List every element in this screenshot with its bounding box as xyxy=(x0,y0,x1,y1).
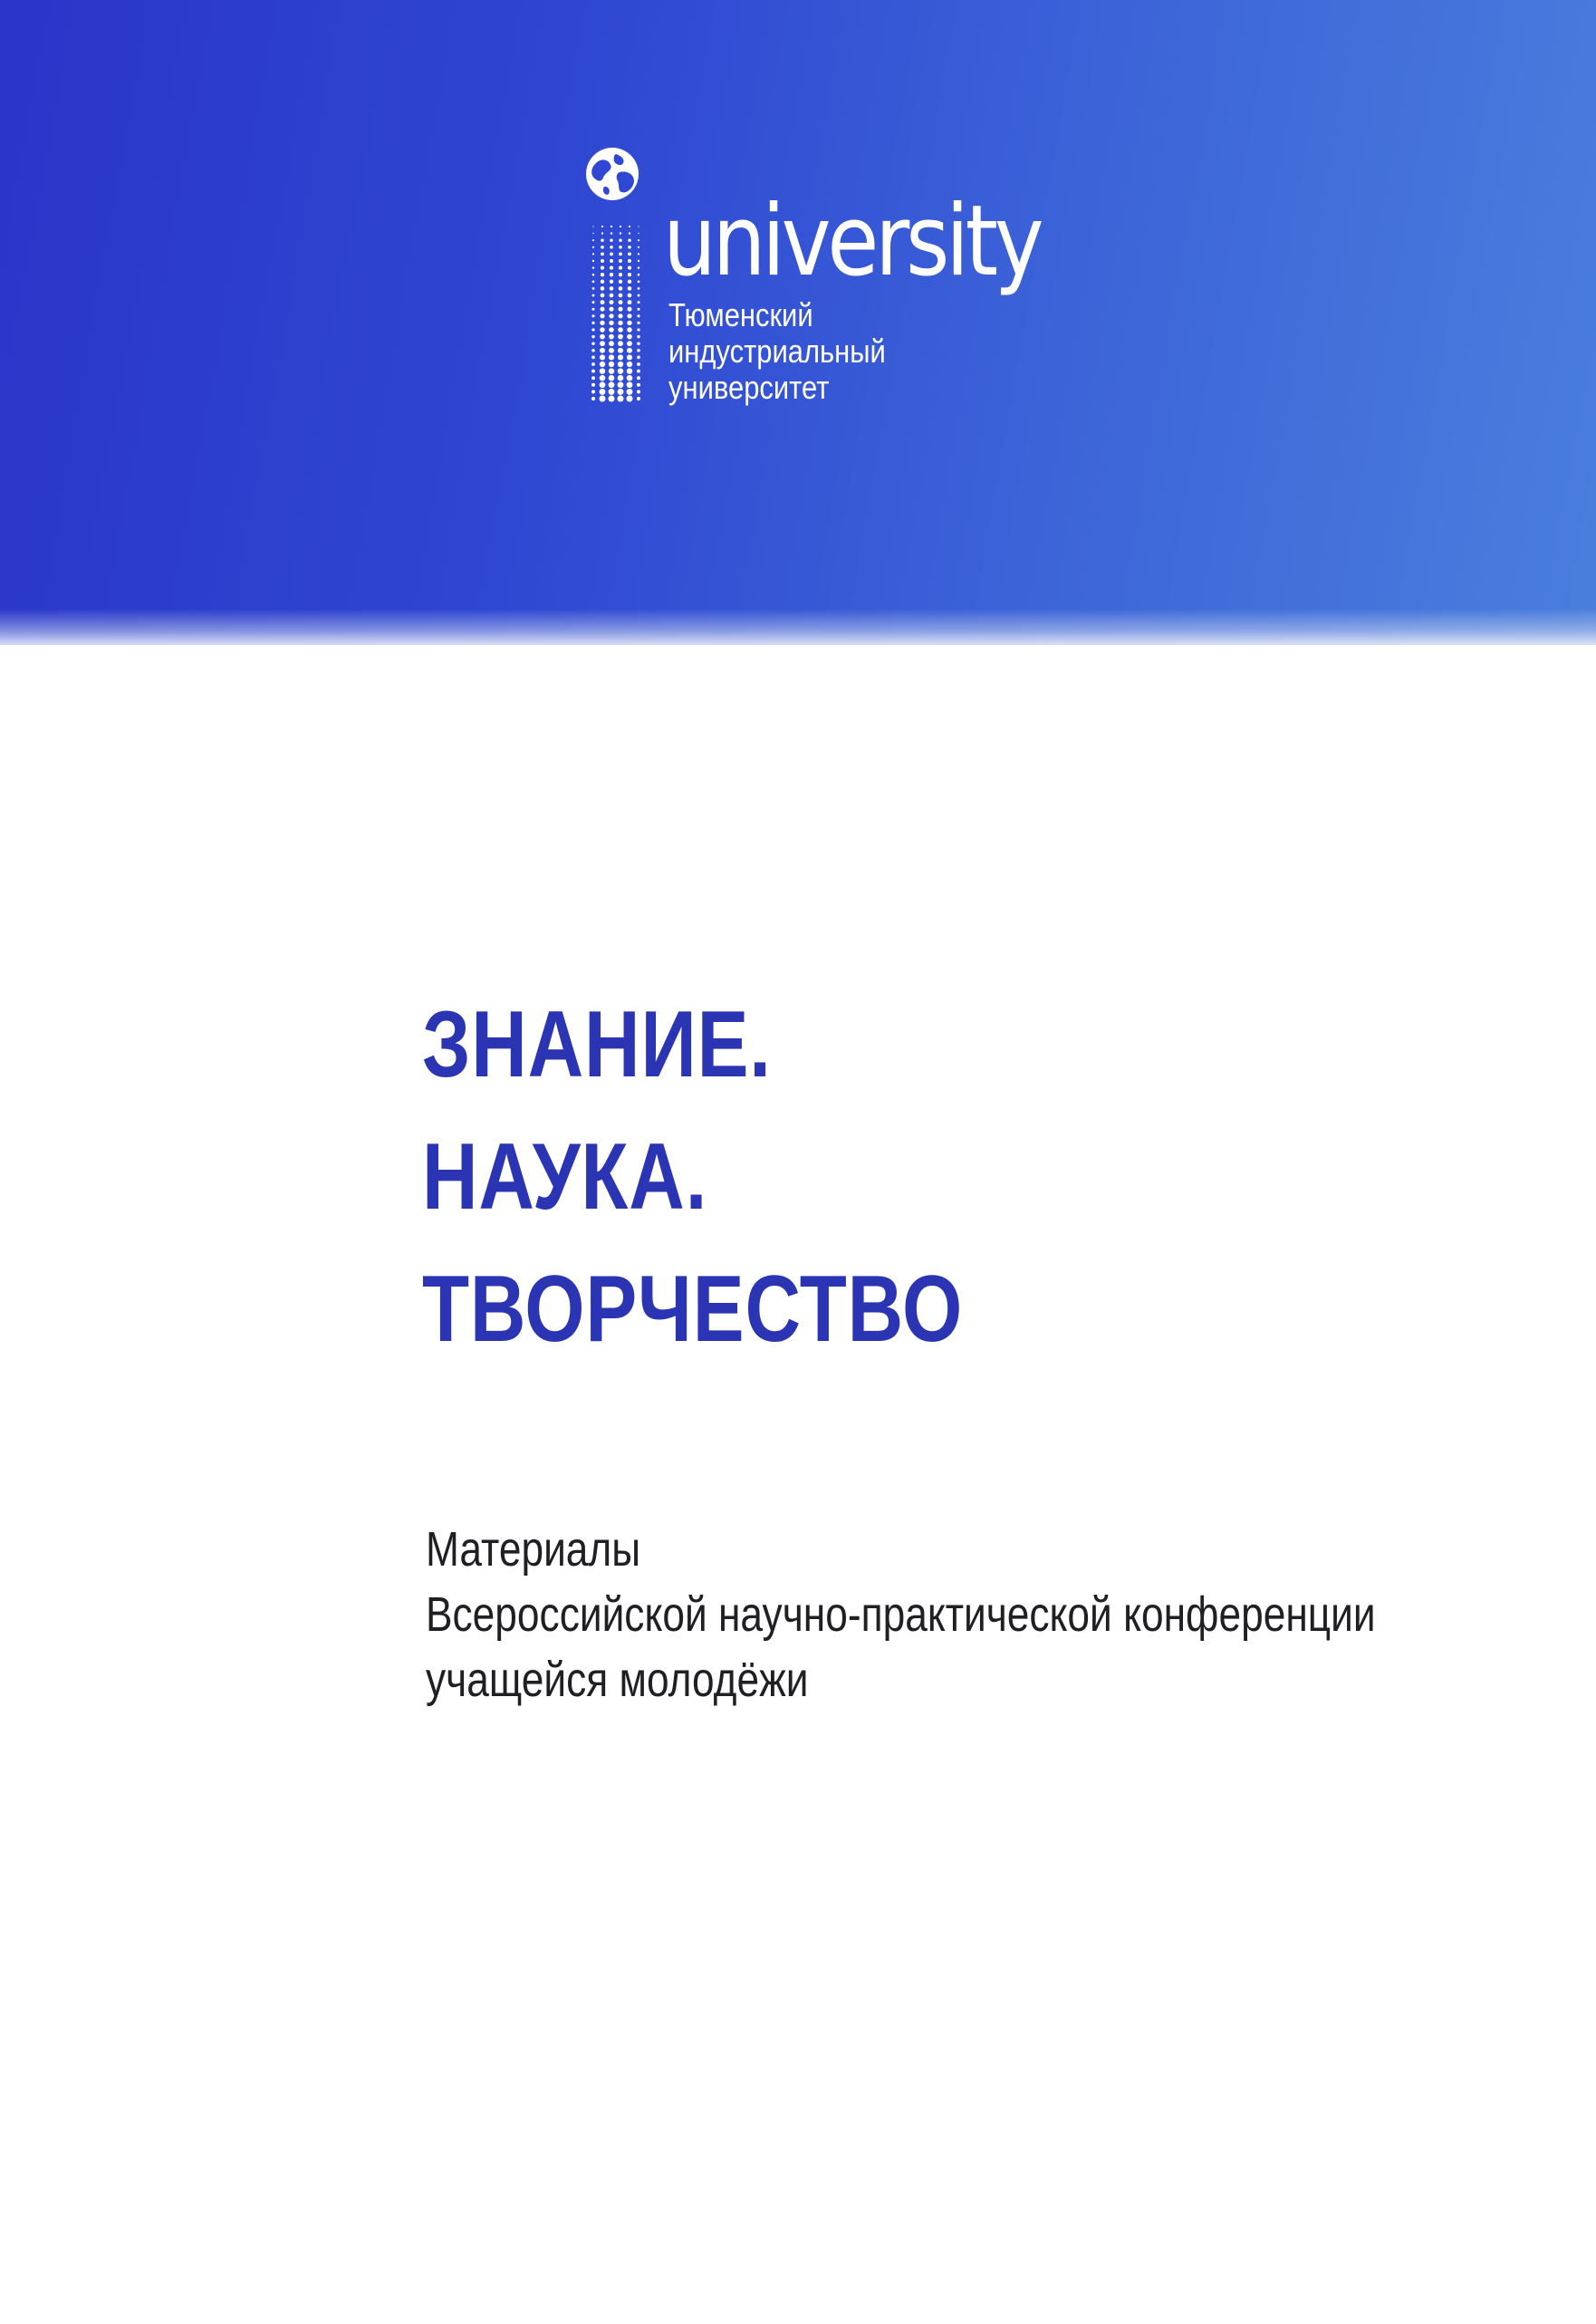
logo-dot xyxy=(592,253,594,255)
dotted-i-mark xyxy=(589,223,643,404)
logo-dot xyxy=(627,313,631,318)
logo-dot xyxy=(618,362,623,367)
logo-dot xyxy=(637,356,640,360)
logo-dot xyxy=(619,252,622,256)
logo-dot xyxy=(609,368,614,373)
logo-dot xyxy=(591,314,594,317)
logo-dot xyxy=(637,328,639,331)
logo-dot xyxy=(610,294,614,298)
logo-dot xyxy=(638,287,640,290)
logo-dot xyxy=(610,266,613,270)
logo-dot xyxy=(619,280,622,284)
logo-dot xyxy=(601,280,604,284)
logo-dot xyxy=(600,389,606,395)
logo-dot xyxy=(609,327,614,333)
logo-dot xyxy=(619,286,623,291)
logo-dot xyxy=(600,368,605,373)
logo-dot xyxy=(628,286,632,291)
logo-dot xyxy=(628,266,631,270)
logo-dot xyxy=(627,321,631,325)
logo-dot xyxy=(601,259,604,263)
logo-dot xyxy=(618,381,624,388)
logo-dot xyxy=(638,294,640,297)
logo-dot xyxy=(618,389,624,395)
logo-dot xyxy=(619,300,623,304)
logo-dot xyxy=(609,307,613,312)
logo-dot xyxy=(600,334,605,340)
globe-icon xyxy=(583,145,641,203)
logo-dot xyxy=(628,300,632,304)
logo-dot xyxy=(638,266,639,268)
logo-dot xyxy=(627,307,631,312)
logo-dot xyxy=(610,273,613,276)
logo-subtitle-line: университет xyxy=(668,369,830,406)
logo-dot xyxy=(627,341,632,346)
logo-dot xyxy=(638,301,640,304)
logo-dot xyxy=(637,390,640,393)
logo-dot xyxy=(592,280,595,283)
logo-dot xyxy=(592,294,595,297)
logo-dot xyxy=(591,383,595,387)
logo-dot xyxy=(619,294,623,298)
logo-dot xyxy=(638,246,639,248)
logo-dot xyxy=(592,301,595,304)
logo-dot xyxy=(592,226,593,227)
logo-dot xyxy=(591,308,594,311)
logo-dot xyxy=(591,328,594,331)
logo-dot xyxy=(638,239,639,241)
logo-dot xyxy=(609,375,615,381)
logo-dot xyxy=(609,313,613,318)
logo-dot xyxy=(601,266,604,270)
logo-dot xyxy=(609,334,614,340)
logo-dot xyxy=(637,342,639,344)
logo-dot xyxy=(601,238,604,242)
logo-dot xyxy=(619,273,622,276)
logo-dot xyxy=(627,381,633,388)
logo-dot xyxy=(618,348,623,353)
logo-dot xyxy=(608,395,614,401)
logo-dot xyxy=(610,286,614,291)
logo-dot xyxy=(638,280,640,283)
logo-dot xyxy=(638,260,639,262)
logo-dot xyxy=(601,273,604,276)
logo-dot xyxy=(609,321,613,325)
logo-dot xyxy=(637,376,640,380)
logo-dot xyxy=(601,232,603,234)
logo-dot xyxy=(592,233,593,234)
logo-dot xyxy=(628,259,631,263)
logo-dot xyxy=(618,327,623,333)
logo-dot xyxy=(591,335,594,338)
logo-dot xyxy=(600,327,605,333)
logo-dot xyxy=(637,397,640,400)
logo-dot xyxy=(618,313,622,318)
logo-dot xyxy=(628,246,631,249)
logo-dot xyxy=(592,260,594,262)
logo-dot xyxy=(601,252,604,256)
subtitle-line: Всероссийской научно-практической конференции xyxy=(426,1587,1376,1642)
logo-dot xyxy=(610,300,614,304)
logo-dot xyxy=(611,226,612,227)
logo-dot xyxy=(628,252,631,256)
logo-dot xyxy=(637,314,639,317)
logo-dot xyxy=(637,335,639,338)
subtitle-line: Материалы xyxy=(426,1522,641,1577)
logo-dot xyxy=(618,334,623,340)
logo-dot xyxy=(601,246,604,249)
logo-dot xyxy=(628,294,632,298)
logo-dot xyxy=(591,390,595,393)
logo-dot xyxy=(627,368,632,373)
logo-dot xyxy=(619,246,622,249)
logo-dot xyxy=(619,266,622,270)
logo-subtitle-line: Тюменский xyxy=(668,296,813,333)
logo-dot xyxy=(609,381,615,388)
logo-dot xyxy=(637,349,640,352)
subtitle-line: учащейся молодёжи xyxy=(426,1653,809,1707)
logo-dot xyxy=(638,274,640,276)
logo-dot xyxy=(629,226,630,227)
logo-dot xyxy=(591,342,594,344)
logo-dot xyxy=(617,395,623,401)
logo-dot xyxy=(600,321,604,325)
logo-dot xyxy=(638,226,639,227)
logo-dot xyxy=(637,308,639,311)
university-logo xyxy=(576,145,1083,417)
logo-dot xyxy=(600,362,605,367)
logo-dot xyxy=(610,280,613,284)
logo-dot xyxy=(619,238,622,242)
logo-dot xyxy=(618,341,623,346)
logo-dot xyxy=(610,246,613,249)
logo-dot xyxy=(627,354,632,360)
logo-dot xyxy=(592,246,594,248)
logo-dot xyxy=(609,348,614,353)
logo-dot xyxy=(591,370,595,373)
logo-dot xyxy=(628,238,631,242)
logo-dot xyxy=(618,368,623,373)
logo-dot xyxy=(620,232,621,234)
logo-dot xyxy=(592,287,595,290)
logo-dot xyxy=(627,375,633,381)
logo-dot xyxy=(600,354,605,360)
logo-dot xyxy=(638,233,639,234)
logo-dot xyxy=(620,226,621,227)
logo-dot xyxy=(637,362,640,366)
logo-dot xyxy=(609,362,614,367)
logo-dot xyxy=(627,389,633,395)
logo-dot xyxy=(627,334,632,340)
logo-dot xyxy=(591,362,595,366)
logo-dot xyxy=(600,348,605,353)
logo-dot xyxy=(601,294,605,298)
logo-dot xyxy=(591,349,595,352)
title-line: НАУКА. xyxy=(422,1124,708,1230)
logo-dot xyxy=(618,375,624,381)
logo-subtitle-line: индустриальный xyxy=(668,333,886,370)
logo-dot xyxy=(591,322,594,324)
logo-dot xyxy=(637,322,639,324)
logo-dot xyxy=(591,397,595,400)
logo-dot xyxy=(600,375,606,381)
header-band-edge xyxy=(0,609,1596,645)
logo-dot xyxy=(599,395,605,401)
logo-dot xyxy=(591,356,595,360)
logo-dot xyxy=(618,321,622,325)
logo-wordmark: university xyxy=(663,185,1041,298)
logo-dot xyxy=(627,362,632,367)
logo-dot xyxy=(628,280,631,284)
logo-dot xyxy=(626,395,632,401)
logo-dot xyxy=(629,232,630,234)
title-line: ЗНАНИЕ. xyxy=(422,992,772,1097)
logo-dot xyxy=(609,389,615,395)
logo-dot xyxy=(637,370,640,373)
logo-dot xyxy=(627,327,632,333)
logo-dot xyxy=(592,266,594,268)
logo-dot xyxy=(628,273,631,276)
logo-dot xyxy=(638,253,639,255)
logo-dot xyxy=(618,354,623,360)
logo-dot xyxy=(600,313,604,318)
logo-dot xyxy=(600,307,604,312)
logo-dot xyxy=(601,226,603,227)
logo-dot xyxy=(637,383,640,387)
logo-dot xyxy=(610,252,613,256)
logo-dot xyxy=(619,259,622,263)
logo-dot xyxy=(600,381,606,388)
logo-dot xyxy=(611,232,612,234)
logo-dot xyxy=(627,348,632,353)
logo-dot xyxy=(600,341,605,346)
title-line: ТВОРЧЕСТВО xyxy=(422,1257,964,1362)
logo-dot xyxy=(609,341,614,346)
logo-dot xyxy=(592,274,595,276)
logo-dot xyxy=(591,376,595,380)
logo-dot xyxy=(618,307,622,312)
logo-dot xyxy=(610,238,613,242)
logo-dot xyxy=(601,300,605,304)
logo-dot xyxy=(610,259,613,263)
logo-dot xyxy=(609,354,614,360)
logo-dot xyxy=(592,239,594,241)
logo-dot xyxy=(601,286,605,291)
